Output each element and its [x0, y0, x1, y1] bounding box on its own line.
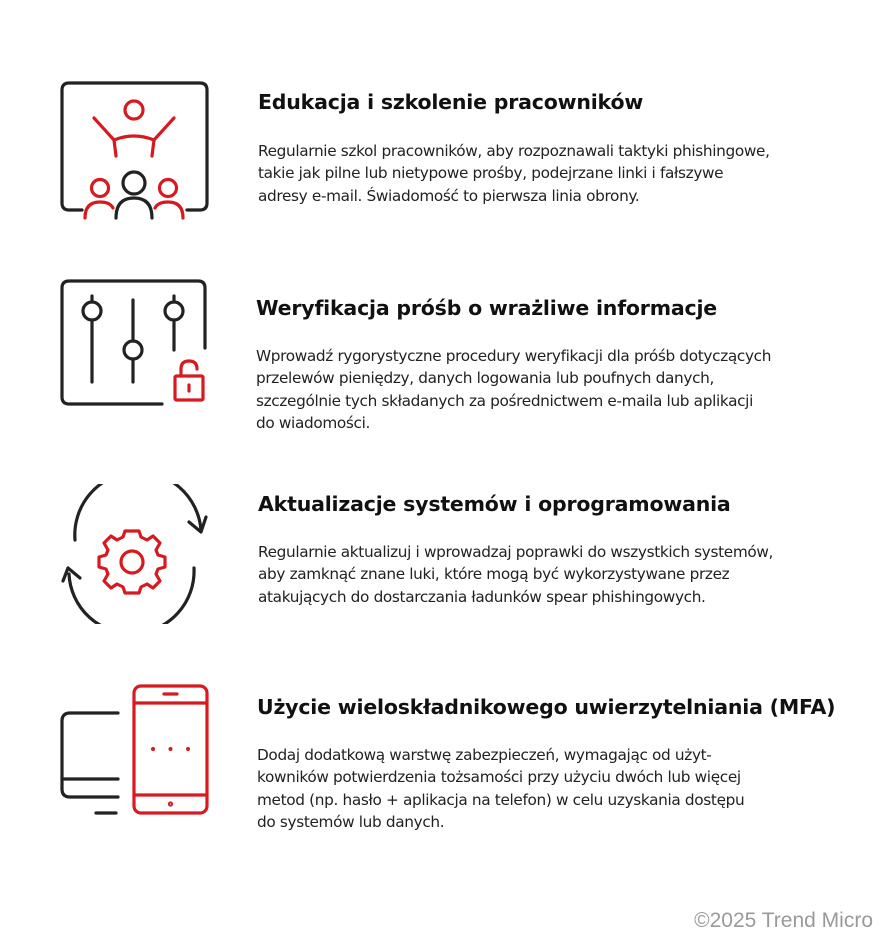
item-description: Wprowadź rygorystyczne procedury weryfikacji dla próśb dotyczących przelewów pieniędzy, danych logowania lub poufnych danych, szczególnie tych składanych za pośrednictwem e-maila lub aplikacji do wiadomości. — [256, 347, 772, 433]
people-training-icon — [58, 80, 212, 225]
sliders-unlock-icon — [58, 278, 212, 410]
item-title: Weryfikacja próśb o wrażliwe informacje — [256, 296, 717, 320]
devices-mfa-icon — [58, 683, 212, 819]
item-title: Edukacja i szkolenie pracowników — [258, 90, 644, 114]
item-title: Aktualizacje systemów i oprogramowania — [258, 492, 731, 516]
copyright-footer: ©2025 Trend Micro — [694, 909, 873, 932]
item-description: Regularnie szkol pracowników, aby rozpoznawali taktyki phishingowe, takie jak pilne lub nietypowe prośby, podejrzane linki i fałszywe adresy e-mail. Świadomość to pierwsza linia obrony. — [258, 142, 770, 205]
item-title: Użycie wieloskładnikowego uwierzytelniania (MFA) — [257, 695, 836, 719]
item-description: Regularnie aktualizuj i wprowadzaj poprawki do wszystkich systemów, aby zamknąć znane luki, które mogą być wykorzystywane przez atakujących do dostarczania ładunków spear phishingowych. — [258, 543, 774, 606]
gear-refresh-icon — [58, 484, 212, 624]
item-description: Dodaj dodatkową warstwę zabezpieczeń, wymagając od użyt- kowników potwierdzenia tożsamości przy użyciu dwóch lub więcej metod (np. hasło + aplikacja na telefon) w celu uzyskania dostępu do systemów lub danych. — [257, 746, 745, 832]
